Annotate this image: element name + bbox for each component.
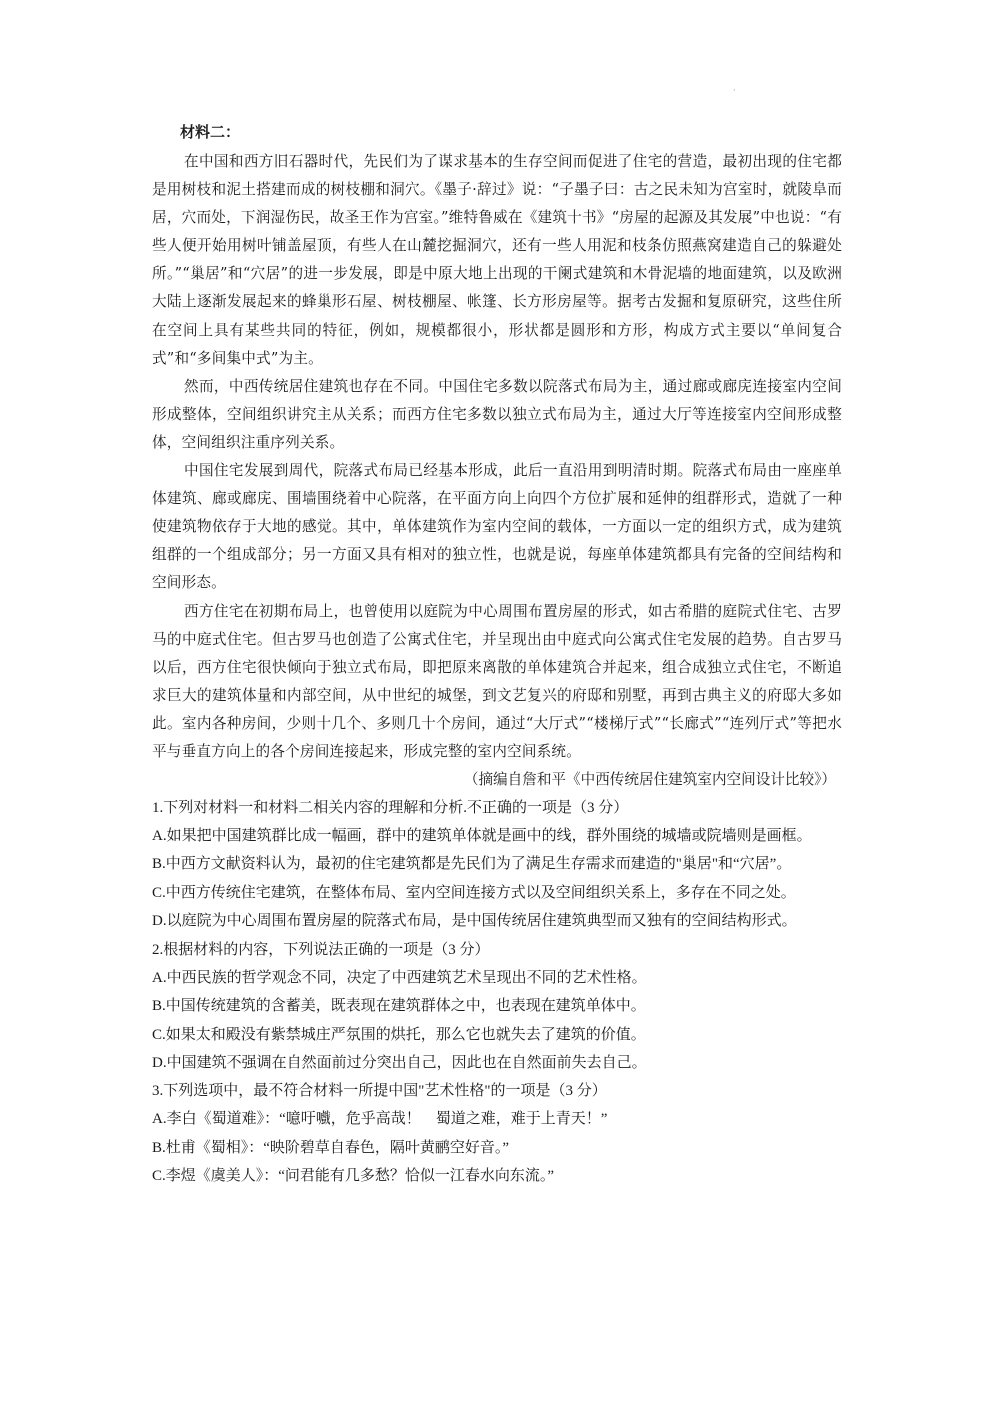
question-3 (152, 1077, 842, 1190)
paragraph-2: 然而，中西传统居住建筑也存在不同。中国住宅多数以院落式布局为主，通过廊或廊庑连接室内空间形成整体，空间组织讲究主从关系；而西方住宅多数以独立式布局为主，通过大厅等连接室内空间形成整体，空间组织注重序列关系。 (152, 377, 842, 451)
source-citation: （摘编自詹和平《中西传统居住建筑室内空间设计比较》） (463, 771, 836, 789)
question-3-option-c: C.李煜《虞美人》：“问君能有几多愁？恰似一江春水向东流。” (152, 1168, 555, 1185)
question-2 (152, 936, 842, 1078)
question-1-option-d: D.以庭院为中心周围布置房屋的院落式布局，是中国传统居住建筑典型而又独有的空间结构形式。 (152, 913, 797, 930)
question-3-option-a: A.李白《蜀道难》：“噫吁嚱，危乎高哉！ 蜀道之难，难于上青天！” (152, 1111, 608, 1128)
question-1-option-a: A.如果把中国建筑群比成一幅画，群中的建筑单体就是画中的线，群外围绕的城墙或院墙则是画框。 (152, 828, 812, 845)
question-2-option-b: B.中国传统建筑的含蓄美，既表现在建筑群体之中，也表现在建筑单体中。 (152, 998, 646, 1015)
paragraph-1: 在中国和西方旧石器时代，先民们为了谋求基本的生存空间而促进了住宅的营造，最初出现的住宅都是用树枝和泥土搭建而成的树枝棚和洞穴。《墨子·辞过》说：“子墨子曰：古之民未知为宫室时，就陵阜而居，穴而处，下润湿伤民，故圣王作为宫室。”维特鲁威在《建筑十书》“房屋的起源及其发展”中也说：“有些人便开始用树叶铺盖屋顶，有些人在山麓挖掘洞穴，还有一些人用泥和枝条仿照燕窝建造自己的躲避处所。”“巢居”和“穴居”的进一步发展，即是中原大地上出现的干阑式建筑和木骨泥墙的地面建筑，以及欧洲大陆上逐渐发展起来的蜂巢形石屋、树枝棚屋、帐篷、长方形房屋等。据考古发掘和复原研究，这些住所在空间上具有某些共同的特征，例如，规模都很小，形状都是圆形和方形，构成方式主要以“单间复合式”和“多间集中式”为主。 (152, 153, 842, 367)
question-1-option-c: C.中西方传统住宅建筑，在整体布局、室内空间连接方式以及空间组织关系上，多存在不同之处。 (152, 884, 796, 901)
question-1-stem: 1.下列对材料一和材料二相关内容的理解和分析.不正确的一项是（3 分） (152, 800, 629, 817)
question-2-option-a: A.中西民族的哲学观念不同，决定了中西建筑艺术呈现出不同的艺术性格。 (152, 969, 647, 986)
question-1 (152, 794, 842, 936)
question-1-option-b: B.中西方文献资料认为，最初的住宅建筑都是先民们为了满足生存需求而建造的"巢居"和“穴居”。 (152, 856, 792, 873)
paragraph-4: 西方住宅在初期布局上，也曾使用以庭院为中心周围布置房屋的形式，如古希腊的庭院式住宅、古罗马的中庭式住宅。但古罗马也创造了公寓式住宅，并呈现出由中庭式向公寓式住宅发展的趋势。自古罗马以后，西方住宅很快倾向于独立式布局，即把原来离散的单体建筑合并起来，组合成独立式住宅，不断追求巨大的建筑体量和内部空间，从中世纪的城堡，到文艺复兴的府邸和别墅，再到古典主义的府邸大多如此。室内各种房间，少则十几个、多则几十个房间，通过“大厅式”“楼梯厅式”“长廊式”“连列厅式”等把水平与垂直方向上的各个房间连接起来，形成完整的室内空间系统。 (152, 602, 842, 760)
question-2-option-c: C.如果太和殿没有紫禁城庄严氛围的烘托，那么它也就失去了建筑的价值。 (152, 1026, 646, 1043)
question-3-option-b: B.杜甫《蜀相》：“映阶碧草自春色，隔叶黄鹂空好音。” (152, 1139, 510, 1156)
paragraph-3: 中国住宅发展到周代，院落式布局已经基本形成，此后一直沿用到明清时期。院落式布局由一座座单体建筑、廊或廊庑、围墙围绕着中心院落，在平面方向上向四个方位扩展和延伸的组群形式，造就了一种使建筑物依存于大地的感觉。其中，单体建筑作为室内空间的载体，一方面以一定的组织方式，成为建筑组群的一个组成部分；另一方面又具有相对的独立性，也就是说，每座单体建筑都具有完备的空间结构和空间形态。 (152, 462, 842, 592)
document-page (152, 118, 842, 1191)
scan-dot-mark: · (733, 86, 736, 95)
question-3-stem: 3.下列选项中，最不符合材料一所提中国"艺术性格"的一项是（3 分） (152, 1083, 607, 1100)
question-2-stem: 2.根据材料的内容，下列说法正确的一项是（3 分） (152, 941, 490, 958)
material-heading: 材料二： (180, 123, 241, 141)
question-2-option-d: D.中国建筑不强调在自然面前过分突出自己，因此也在自然面前失去自己。 (152, 1054, 647, 1071)
